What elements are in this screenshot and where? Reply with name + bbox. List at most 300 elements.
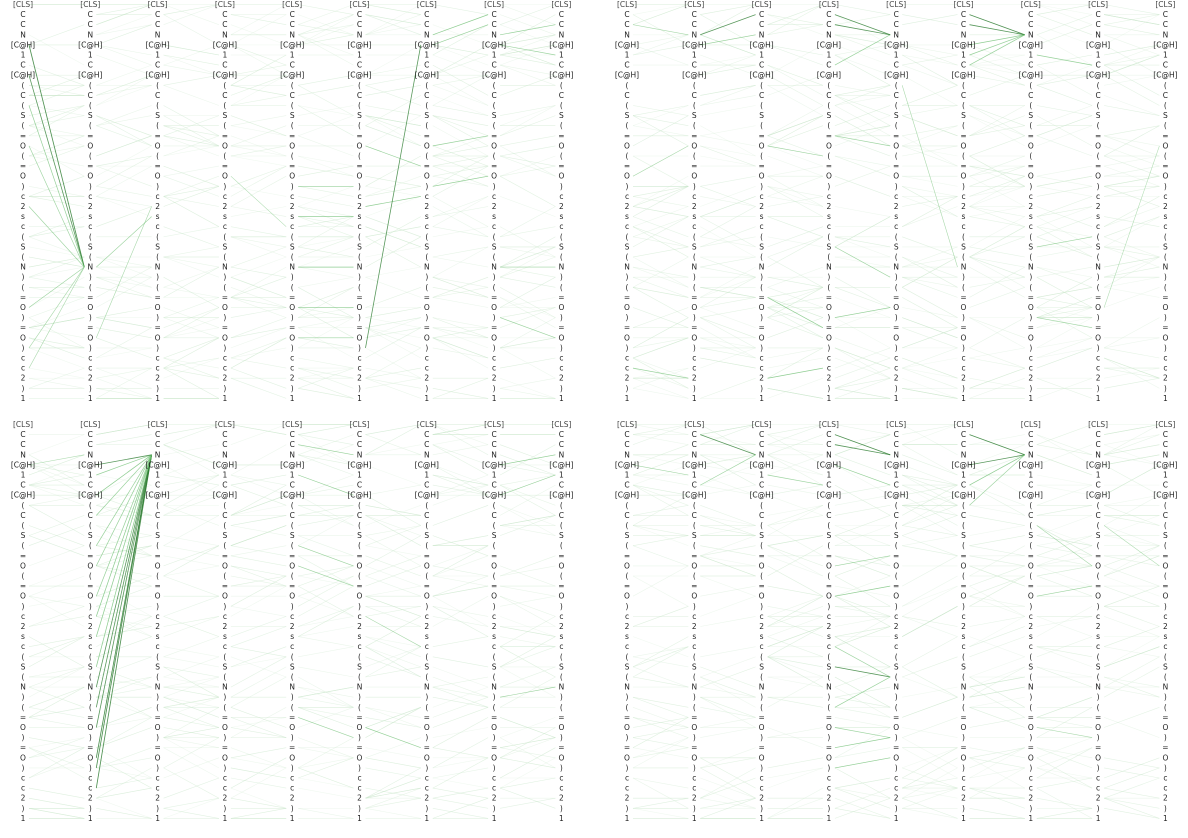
token-label: = xyxy=(1162,712,1169,722)
faint-attention-edge xyxy=(96,277,151,307)
token-label: s xyxy=(692,212,697,222)
faint-attention-edge xyxy=(433,45,488,75)
token-label: = xyxy=(960,131,967,141)
token-label: 1 xyxy=(222,813,228,823)
faint-attention-edge xyxy=(164,338,219,368)
faint-attention-edge xyxy=(231,318,286,338)
token-label: c xyxy=(222,191,227,201)
token-label: ( xyxy=(156,101,160,110)
token-label: N xyxy=(558,262,565,272)
faint-attention-edge xyxy=(1037,445,1092,455)
faint-attention-edge xyxy=(433,637,488,647)
faint-attention-edge xyxy=(902,697,957,717)
faint-attention-edge xyxy=(433,687,488,697)
token-label: ( xyxy=(827,500,831,510)
faint-attention-edge xyxy=(433,318,488,328)
faint-attention-edge xyxy=(298,576,353,596)
token-label: S xyxy=(357,111,362,121)
faint-attention-edge xyxy=(231,445,286,475)
bottom-left-panel xyxy=(11,420,574,823)
token-label: O xyxy=(154,333,161,343)
token-label: s xyxy=(559,212,564,222)
token-label: C xyxy=(758,440,765,450)
faint-attention-edge xyxy=(29,257,84,277)
faint-attention-edge xyxy=(902,425,957,455)
token-label: C xyxy=(624,10,630,20)
bottom-right-panel xyxy=(615,420,1178,823)
token-label: N xyxy=(356,450,363,460)
faint-attention-edge xyxy=(902,586,957,616)
token-label: ) xyxy=(760,343,764,353)
token-label: ( xyxy=(1163,500,1167,510)
token-label: ) xyxy=(156,692,160,702)
faint-attention-edge xyxy=(231,748,286,758)
faint-attention-edge xyxy=(835,788,890,798)
token-label: [C@H] xyxy=(414,70,439,80)
faint-attention-edge xyxy=(366,505,421,515)
faint-attention-edge xyxy=(298,35,353,45)
token-label: O xyxy=(356,753,363,763)
token-label: = xyxy=(423,292,430,302)
faint-attention-edge xyxy=(500,35,555,55)
token-label: [C@H] xyxy=(549,40,574,50)
token-label: C xyxy=(558,510,565,520)
token-label: = xyxy=(154,131,161,141)
token-label: ( xyxy=(21,101,25,110)
token-label: = xyxy=(691,131,698,141)
token-label: ( xyxy=(358,672,361,682)
token-label: = xyxy=(960,551,967,561)
token-label: c xyxy=(1028,353,1033,363)
faint-attention-edge xyxy=(1037,566,1092,586)
token-label: ( xyxy=(290,652,294,662)
faint-attention-edge xyxy=(164,186,219,196)
token-label: ) xyxy=(1096,763,1100,773)
faint-attention-edge xyxy=(298,627,353,637)
token-label: 2 xyxy=(155,622,160,631)
token-label: ) xyxy=(1163,733,1167,743)
token-label: S xyxy=(893,531,899,541)
faint-attention-edge xyxy=(768,435,823,445)
token-label: ( xyxy=(692,151,696,161)
faint-attention-edge xyxy=(164,687,219,697)
faint-attention-edge xyxy=(164,808,219,818)
faint-attention-edge xyxy=(433,445,488,465)
faint-attention-edge xyxy=(902,186,957,216)
faint-attention-edge xyxy=(433,465,488,495)
attention-edge xyxy=(500,475,555,495)
token-label: ( xyxy=(425,151,429,161)
token-label: ) xyxy=(425,313,429,323)
faint-attention-edge xyxy=(164,616,219,626)
faint-attention-edge xyxy=(633,717,688,737)
faint-attention-edge xyxy=(835,287,890,307)
faint-attention-edge xyxy=(231,308,286,318)
faint-attention-edge xyxy=(29,748,84,768)
token-label: 1 xyxy=(155,50,160,60)
token-label: ( xyxy=(692,702,696,712)
token-label: O xyxy=(893,303,900,312)
faint-attention-edge xyxy=(1104,257,1159,277)
token-label: 2 xyxy=(222,373,228,383)
token-label: S xyxy=(222,531,228,541)
token-label: 2 xyxy=(1163,622,1168,631)
token-label: ( xyxy=(88,282,92,292)
faint-attention-edge xyxy=(29,515,84,535)
token-label: O xyxy=(558,561,565,571)
faint-attention-edge xyxy=(902,455,957,475)
token-label: C xyxy=(154,60,161,70)
faint-attention-edge xyxy=(500,247,555,277)
token-label: C xyxy=(558,10,565,20)
token-label: ( xyxy=(425,232,429,242)
token-label: ( xyxy=(625,121,629,131)
token-label: ) xyxy=(1163,803,1167,813)
token-label: N xyxy=(20,262,26,272)
faint-attention-edge xyxy=(500,15,555,35)
token-column xyxy=(549,0,573,403)
faint-attention-edge xyxy=(298,435,353,455)
token-label: c xyxy=(492,773,497,783)
token-label: N xyxy=(87,262,94,272)
token-label: [C@H] xyxy=(1085,460,1111,470)
token-label: ) xyxy=(223,733,227,743)
faint-attention-edge xyxy=(231,116,286,126)
token-label: ( xyxy=(21,571,25,581)
token-label: = xyxy=(423,743,430,753)
token-label: ) xyxy=(21,692,25,702)
token-label: ) xyxy=(290,343,294,353)
token-label: [C@H] xyxy=(481,490,507,500)
faint-attention-edge xyxy=(96,368,151,388)
token-label: 1 xyxy=(1095,813,1101,823)
faint-attention-edge xyxy=(366,586,421,596)
attention-edge xyxy=(366,728,421,748)
faint-attention-edge xyxy=(1037,616,1092,636)
token-label: ( xyxy=(962,282,965,292)
token-label: N xyxy=(960,450,967,460)
token-label: ( xyxy=(88,521,92,530)
token-label: ) xyxy=(827,733,831,743)
faint-attention-edge xyxy=(96,196,151,216)
faint-attention-edge xyxy=(970,75,1025,95)
faint-attention-edge xyxy=(231,667,286,697)
token-label: = xyxy=(490,131,498,141)
attention-edge xyxy=(835,247,890,277)
faint-attention-edge xyxy=(633,227,688,247)
token-label: O xyxy=(893,561,900,571)
faint-attention-edge xyxy=(500,647,555,677)
faint-attention-edge xyxy=(633,455,688,475)
token-label: ( xyxy=(492,101,496,110)
token-label: C xyxy=(558,480,565,490)
token-label: ) xyxy=(223,763,227,773)
token-label: ) xyxy=(88,733,92,743)
token-label: c xyxy=(1163,191,1168,201)
attention-edge xyxy=(96,455,151,788)
token-label: C xyxy=(356,480,363,490)
token-label: 2 xyxy=(961,793,966,803)
faint-attention-edge xyxy=(433,247,488,257)
token-label: s xyxy=(826,632,831,642)
faint-attention-edge xyxy=(29,196,84,206)
token-label: ( xyxy=(692,101,696,110)
faint-attention-edge xyxy=(700,328,755,358)
token-label: C xyxy=(424,440,430,450)
token-label: c xyxy=(20,191,26,201)
faint-attention-edge xyxy=(633,475,688,485)
token-label: = xyxy=(825,131,833,141)
faint-attention-edge xyxy=(164,146,219,156)
token-label: ( xyxy=(827,702,831,712)
token-label: N xyxy=(154,262,161,272)
token-label: = xyxy=(1162,551,1169,561)
token-label: [CLS] xyxy=(214,420,235,429)
token-label: 2 xyxy=(357,793,362,803)
token-label: ( xyxy=(692,672,696,682)
faint-attention-edge xyxy=(768,65,823,95)
token-label: [C@H] xyxy=(481,70,507,80)
token-label: [C@H] xyxy=(1018,460,1043,470)
token-label: 1 xyxy=(1028,50,1034,60)
token-label: = xyxy=(758,161,765,171)
token-label: O xyxy=(960,171,967,181)
faint-attention-edge xyxy=(96,126,151,146)
token-label: [C@H] xyxy=(749,460,774,470)
token-label: ) xyxy=(760,803,764,813)
token-label: [C@H] xyxy=(884,70,909,80)
token-label: ( xyxy=(692,232,696,242)
faint-attention-edge xyxy=(1104,616,1159,636)
faint-attention-edge xyxy=(29,85,84,95)
token-label: c xyxy=(961,611,966,621)
attention-edge xyxy=(29,207,84,268)
attention-edge xyxy=(500,687,555,697)
token-label: 2 xyxy=(961,202,966,211)
token-label: = xyxy=(691,712,698,722)
token-label: O xyxy=(960,333,967,343)
token-label: O xyxy=(20,333,26,343)
attention-edge xyxy=(29,267,84,348)
faint-attention-edge xyxy=(970,445,1025,465)
token-label: O xyxy=(1095,561,1102,571)
token-label: ( xyxy=(88,151,92,161)
token-label: C xyxy=(424,480,430,490)
faint-attention-edge xyxy=(1104,75,1159,105)
token-label: = xyxy=(87,712,94,722)
token-label: ( xyxy=(21,672,25,682)
faint-attention-edge xyxy=(902,368,957,378)
token-label: ( xyxy=(156,571,160,581)
faint-attention-edge xyxy=(433,738,488,768)
token-label: ( xyxy=(492,232,496,242)
token-label: ( xyxy=(223,672,227,682)
faint-attention-edge xyxy=(902,55,957,85)
token-label: [CLS] xyxy=(282,0,303,9)
faint-attention-edge xyxy=(970,687,1025,717)
token-label: ( xyxy=(290,232,294,242)
faint-attention-edge xyxy=(1104,338,1159,348)
token-label: c xyxy=(826,363,831,373)
attention-edge xyxy=(96,217,151,268)
faint-attention-edge xyxy=(768,348,823,358)
token-label: ( xyxy=(1096,571,1100,581)
token-label: ) xyxy=(156,313,160,323)
faint-attention-edge xyxy=(500,267,555,277)
faint-attention-edge xyxy=(700,257,755,277)
token-label: [CLS] xyxy=(80,420,101,429)
token-label: = xyxy=(221,323,229,333)
token-label: C xyxy=(826,430,832,440)
token-column xyxy=(11,0,35,403)
token-label: S xyxy=(155,111,160,121)
token-label: c xyxy=(290,363,295,373)
token-label: c xyxy=(357,191,362,201)
token-label: S xyxy=(1028,662,1034,672)
token-label: S xyxy=(357,662,362,672)
token-label: c xyxy=(1028,222,1033,232)
token-label: c xyxy=(88,353,93,363)
faint-attention-edge xyxy=(29,106,84,126)
token-label: ) xyxy=(1029,601,1033,611)
token-label: ( xyxy=(88,652,92,662)
token-label: N xyxy=(960,262,967,272)
faint-attention-edge xyxy=(902,126,957,136)
token-label: c xyxy=(424,783,429,793)
token-label: O xyxy=(558,303,565,312)
faint-attention-edge xyxy=(902,65,957,85)
token-label: ( xyxy=(223,500,227,510)
token-label: ( xyxy=(358,151,361,161)
token-label: c xyxy=(624,783,630,793)
token-label: 2 xyxy=(357,622,362,631)
token-label: [C@H] xyxy=(884,40,909,50)
faint-attention-edge xyxy=(298,515,353,545)
faint-attention-edge xyxy=(298,778,353,788)
token-label: O xyxy=(1027,723,1034,732)
token-label: ( xyxy=(1029,500,1033,510)
faint-attention-edge xyxy=(768,287,823,297)
token-label: ( xyxy=(223,571,227,581)
token-label: ( xyxy=(962,521,965,530)
token-label: c xyxy=(155,222,160,232)
token-label: ( xyxy=(223,521,227,530)
token-label: 1 xyxy=(222,393,228,403)
token-label: = xyxy=(1162,743,1169,753)
token-label: ( xyxy=(1096,541,1100,551)
token-label: = xyxy=(1162,323,1169,333)
faint-attention-edge xyxy=(96,136,151,156)
token-label: N xyxy=(289,682,296,692)
token-label: 2 xyxy=(559,373,564,383)
faint-attention-edge xyxy=(1104,156,1159,166)
faint-attention-edge xyxy=(298,156,353,176)
faint-attention-edge xyxy=(768,536,823,546)
token-label: 2 xyxy=(289,622,295,631)
token-label: ) xyxy=(492,601,496,611)
token-label: C xyxy=(558,20,565,30)
token-label: [C@H] xyxy=(145,40,170,50)
token-label: S xyxy=(624,662,630,672)
token-label: [CLS] xyxy=(80,0,101,9)
faint-attention-edge xyxy=(500,106,555,136)
token-label: ) xyxy=(559,803,563,813)
faint-attention-edge xyxy=(298,515,353,525)
faint-attention-edge xyxy=(96,156,151,186)
faint-attention-edge xyxy=(298,697,353,707)
faint-attention-edge xyxy=(164,116,219,146)
faint-attention-edge xyxy=(298,35,353,65)
token-label: ( xyxy=(290,672,294,682)
faint-attention-edge xyxy=(164,308,219,338)
faint-attention-edge xyxy=(970,106,1025,126)
faint-attention-edge xyxy=(164,566,219,576)
faint-attention-edge xyxy=(700,297,755,307)
faint-attention-edge xyxy=(29,465,84,495)
faint-attention-edge xyxy=(835,606,890,616)
faint-attention-edge xyxy=(298,455,353,465)
faint-attention-edge xyxy=(1104,495,1159,525)
token-label: ( xyxy=(223,232,227,242)
token-label: ) xyxy=(88,343,92,353)
faint-attention-edge xyxy=(231,176,286,206)
faint-attention-edge xyxy=(1037,287,1092,297)
token-label: ) xyxy=(559,181,563,191)
token-label: S xyxy=(559,662,564,672)
faint-attention-edge xyxy=(164,166,219,176)
faint-attention-edge xyxy=(700,728,755,738)
faint-attention-edge xyxy=(633,717,688,747)
faint-attention-edge xyxy=(231,606,286,616)
faint-attention-edge xyxy=(366,5,421,15)
faint-attention-edge xyxy=(366,667,421,677)
faint-attention-edge xyxy=(700,277,755,307)
faint-attention-edge xyxy=(768,166,823,176)
token-label: O xyxy=(758,333,765,343)
token-label: ( xyxy=(894,121,898,131)
token-label: ( xyxy=(88,672,92,682)
faint-attention-edge xyxy=(902,116,957,136)
token-label: C xyxy=(222,440,228,450)
faint-attention-edge xyxy=(768,217,823,237)
token-label: c xyxy=(357,353,362,363)
token-label: ( xyxy=(827,121,831,131)
faint-attention-edge xyxy=(1104,348,1159,358)
token-label: O xyxy=(1095,333,1102,343)
token-label: ( xyxy=(156,252,160,262)
faint-attention-edge xyxy=(835,176,890,196)
faint-attention-edge xyxy=(29,808,84,818)
token-label: ( xyxy=(827,652,831,662)
token-label: ) xyxy=(1029,383,1033,393)
token-label: ) xyxy=(559,343,563,353)
faint-attention-edge xyxy=(1104,287,1159,297)
faint-attention-edge xyxy=(500,566,555,576)
token-label: ( xyxy=(625,151,629,161)
token-label: = xyxy=(893,161,900,171)
attention-edge xyxy=(768,146,823,156)
token-label: ) xyxy=(894,763,898,773)
faint-attention-edge xyxy=(902,75,957,105)
faint-attention-edge xyxy=(231,65,286,75)
token-label: O xyxy=(893,591,900,601)
token-label: = xyxy=(825,551,833,561)
token-column xyxy=(817,420,841,823)
token-label: S xyxy=(691,531,697,541)
token-label: O xyxy=(960,141,967,151)
faint-attention-edge xyxy=(1104,318,1159,348)
faint-attention-edge xyxy=(231,647,286,667)
